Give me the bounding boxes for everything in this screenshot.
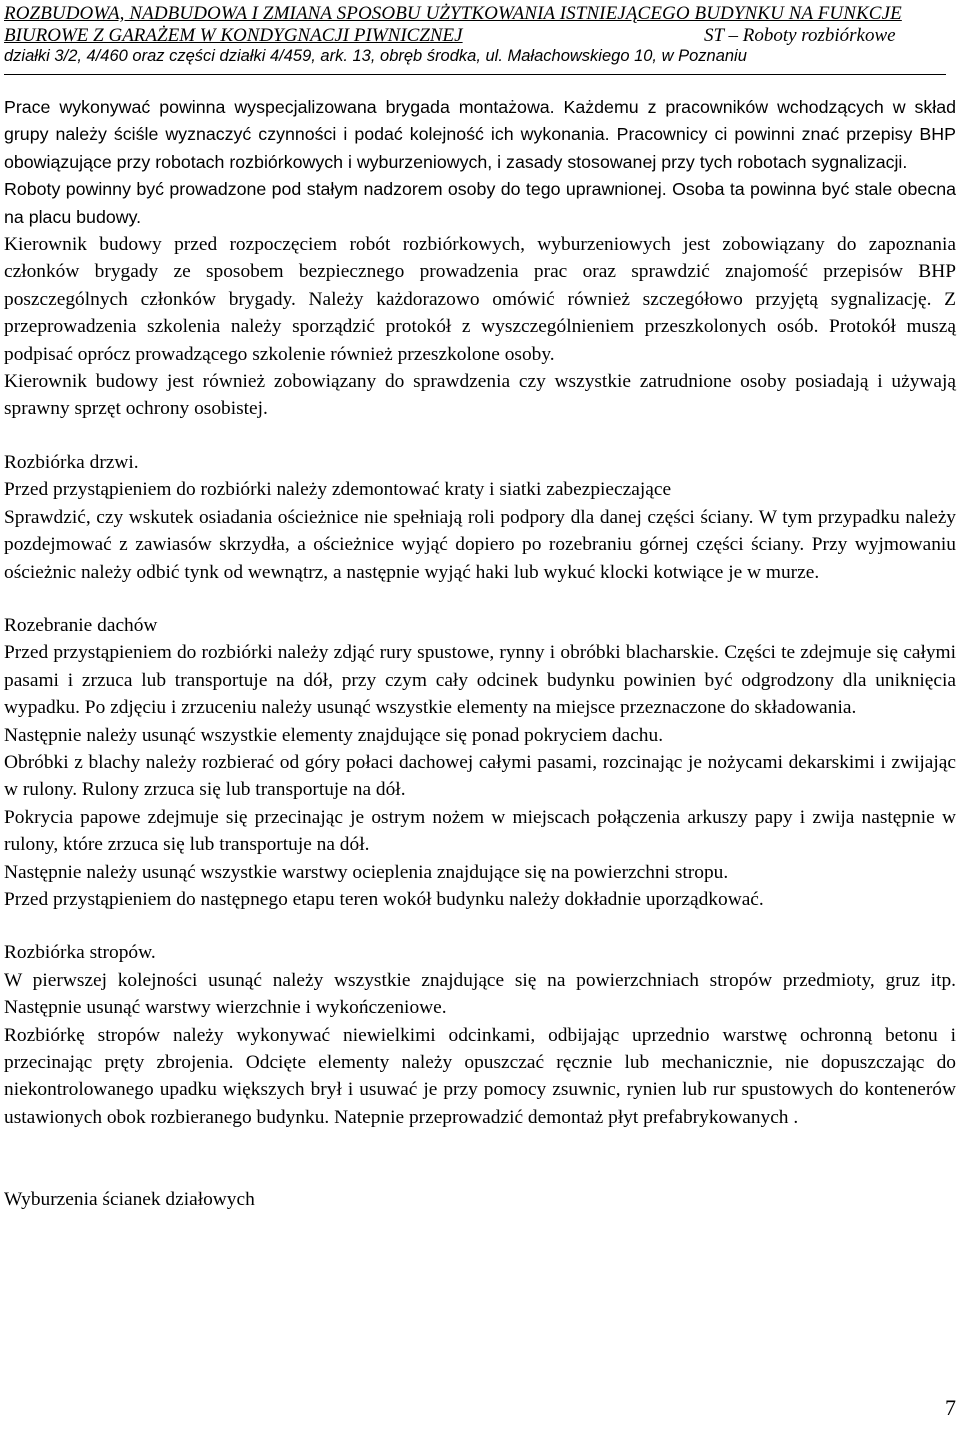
section-paragraph: Rozbiórkę stropów należy wykonywać niewielkimi odcinkami, odbijając uprzednio warstwę ochronną betonu i przecinając pręty zbrojenia. Odcięte elementy należy opuszczać ręcznie lub mechanicznie, nie dopuszczając do niekontrolowanego upadku większych brył i usuwać je przy pomocy zsuwnic, rynien lub rur spustowych do kontenerów ustawionych obok rozbieranego budynku. Natepnie przeprowadzić demontaż płyt prefabrykowanych . (4, 1024, 956, 1128)
page-number: 7 (945, 1395, 956, 1420)
section-heading: Rozbiórka stropów. (4, 942, 156, 964)
page-header (4, 0, 946, 75)
spacer (4, 586, 956, 612)
document-body (4, 94, 956, 1214)
section-paragraph: Przed przystąpieniem do rozbiórki należy zdemontować kraty i siatki zabezpieczające (4, 479, 672, 501)
intro-paragraph: Roboty powinny być prowadzone pod stałym nadzorem osoby do tego uprawnionej. Osoba ta powinna być stale obecna na placu budowy. (4, 179, 956, 227)
spacer (4, 1131, 956, 1186)
spacer (4, 913, 956, 939)
header-title-line-2 (4, 25, 946, 47)
intro-paragraph: Kierownik budowy jest również zobowiązany do sprawdzenia czy wszystkie zatrudnione osoby posiadają i używają sprawny sprzęt ochrony osobistej. (4, 371, 956, 420)
header-title-line-1: ROZBUDOWA, NADBUDOWA I ZMIANA SPOSOBU UŻYTKOWANIA ISTNIEJĄCEGO BUDYNKU NA FUNKCJE (4, 3, 902, 24)
section-paragraph: Przed przystąpieniem do następnego etapu teren wokół budynku należy dokładnie uporządkować. (4, 888, 764, 910)
intro-paragraph: Prace wykonywać powinna wyspecjalizowana brygada montażowa. Każdemu z pracowników wchodzących w skład grupy należy ściśle wyznaczyć czynności i podać kolejność ich wykonania. Pracownicy ci powinni znać przepisy BHP obowiązujące przy robotach rozbiórkowych i wyburzeniowych, i zasady stosowanej przy tych robotach sygnalizacji. (4, 97, 956, 172)
section-paragraph: Obróbki z blachy należy rozbierać od góry połaci dachowej całymi pasami, rozcinając je nożycami dekarskimi i zwijając w rulony. Rulony zrzuca się lub transportuje na dół. (4, 751, 956, 801)
spacer (4, 423, 956, 449)
header-title-line-2-left: BIUROWE Z GARAŻEM W KONDYGNACJI PIWNICZNEJ (4, 25, 463, 46)
intro-paragraph: Kierownik budowy przed rozpoczęciem robót rozbiórkowych, wyburzeniowych jest zobowiązany do zapoznania członków brygady ze sposobem bezpiecznego prowadzenia prac oraz sprawdzić znajomość przepisów BHP poszczególnych członków brygady. Należy każdorazowo omówić również szczegółowo przyjętą sygnalizację. Z przeprowadzenia szkolenia należy sporządzić protokół z wyszczególnieniem przeszkolonych osób. Protokół muszą podpisać oprócz prowadzącego szkolenie również przeszkolone osoby. (4, 234, 956, 365)
section-heading: Wyburzenia ścianek działowych (4, 1189, 255, 1211)
header-section-label: ST – Roboty rozbiórkowe (704, 25, 896, 46)
section-paragraph: Następnie należy usunąć wszystkie warstwy ocieplenia znajdujące się na powierzchni stropu. (4, 861, 729, 883)
section-paragraph: Przed przystąpieniem do rozbiórki należy zdjąć rury spustowe, rynny i obróbki blacharskie. Części te zdejmuje się całymi pasami i zrzuca lub transportuje na dół, przy czym cały odcinek budynku powinien być odgrodzony dla uniknięcia wypadku. Po zdjęciu i zrzuceniu należy usunąć wszystkie elementy na miejsce przeznaczone do składowania. (4, 642, 956, 719)
section-paragraph: Następnie należy usunąć wszystkie elementy znajdujące się ponad pokryciem dachu. (4, 724, 664, 746)
section-heading: Rozbiórka drzwi. (4, 451, 139, 473)
section-paragraph: W pierwszej kolejności usunąć należy wszystkie znajdujące się na powierzchniach stropów przedmioty, gruz itp. Następnie usunąć warstwy wierzchnie i wykończeniowe. (4, 969, 956, 1019)
section-paragraph: Sprawdzić, czy wskutek osiadania ościeżnice nie spełniają roli podpory dla danej części ściany. W tym przypadku należy pozdejmować z zawiasów skrzydła, a ościeżnice wyjąć dopiero po rozebraniu górnej części ściany. Przy wyjmowaniu ościeżnic należy odbić tynk od wewnątrz, a następnie wyjąć haki lub wykuć klocki kotwiące je w murze. (4, 506, 956, 583)
section-heading: Rozebranie dachów (4, 614, 158, 636)
section-paragraph: Pokrycia papowe zdejmuje się przecinając je ostrym nożem w miejscach połączenia arkuszy papy i zwija następnie w rulony, które zrzuca się lub transportuje na dół. (4, 806, 956, 856)
header-location: działki 3/2, 4/460 oraz części działki 4/459, ark. 13, obręb środka, ul. Małachowskiego 10, w Poznaniu (4, 47, 747, 65)
